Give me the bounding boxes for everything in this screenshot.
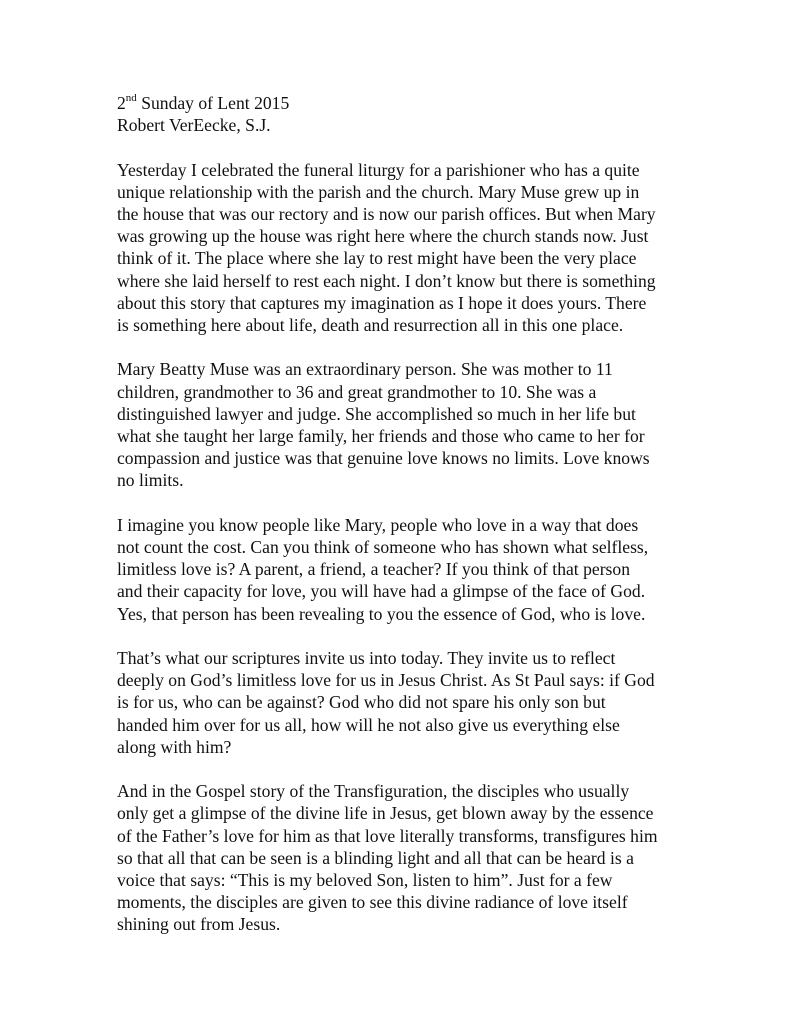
text-line: no limits. [117, 470, 184, 491]
text-line: Yesterday I celebrated the funeral liturgy for a parishioner who has a quite [117, 159, 640, 180]
document-header [117, 92, 737, 136]
paragraph [117, 780, 737, 935]
paragraph [117, 358, 737, 491]
text-line: along with him? [117, 736, 232, 757]
sermon-title [117, 92, 737, 114]
text-line: That’s what our scriptures invite us into today. They invite us to reflect [117, 648, 616, 669]
day-number: 2 [117, 93, 126, 113]
text-line: shining out from Jesus. [117, 914, 281, 935]
title-rest: Sunday of Lent 2015 [136, 93, 290, 113]
author-name: Robert VerEecke, S.J. [117, 115, 271, 136]
text-line: distinguished lawyer and judge. She accomplished so much in her life but [117, 403, 636, 424]
text-line: compassion and justice was that genuine love knows no limits. Love knows [117, 448, 650, 469]
day-suffix: nd [125, 92, 137, 105]
text-line: only get a glimpse of the divine life in Jesus, get blown away by the essence [117, 803, 654, 824]
paragraph [117, 159, 737, 337]
text-line: limitless love is? A parent, a friend, a teacher? If you think of that person [117, 559, 630, 580]
text-line: so that all that can be seen is a blinding light and all that can be heard is a [117, 847, 634, 868]
paragraph [117, 647, 737, 758]
text-line: children, grandmother to 36 and great grandmother to 10. She was a [117, 381, 597, 402]
text-line: the house that was our rectory and is now our parish offices. But when Mary [117, 204, 656, 224]
text-line: of the Father’s love for him as that love literally transforms, transfigures him [117, 825, 658, 846]
sermon-body [117, 159, 737, 936]
text-line: was growing up the house was right here where the church stands now. Just [117, 226, 649, 247]
document-page [117, 92, 737, 958]
text-line: I imagine you know people like Mary, people who love in a way that does [117, 514, 639, 535]
paragraph [117, 514, 737, 625]
text-line: Mary Beatty Muse was an extraordinary person. She was mother to 11 [117, 359, 613, 380]
text-line: is something here about life, death and resurrection all in this one place. [117, 315, 624, 336]
text-line: where she laid herself to rest each night. I don’t know but there is something [117, 270, 656, 291]
text-line: Yes, that person has been revealing to you the essence of God, who is love. [117, 603, 646, 624]
text-line: And in the Gospel story of the Transfiguration, the disciples who usually [117, 781, 630, 802]
text-line: and their capacity for love, you will have had a glimpse of the face of God. [117, 581, 646, 602]
text-line: what she taught her large family, her friends and those who came to her for [117, 426, 645, 447]
text-line: deeply on God’s limitless love for us in Jesus Christ. As St Paul says: if God [117, 670, 655, 691]
text-line: voice that says: “This is my beloved Son, listen to him”. Just for a few [117, 870, 613, 891]
text-line: is for us, who can be against? God who did not spare his only son but [117, 692, 606, 713]
text-line: about this story that captures my imagination as I hope it does yours. There [117, 292, 647, 313]
text-line: unique relationship with the parish and the church. Mary Muse grew up in [117, 181, 640, 202]
text-line: think of it. The place where she lay to rest might have been the very place [117, 248, 637, 269]
text-line: handed him over for us all, how will he not also give us everything else [117, 714, 620, 735]
text-line: moments, the disciples are given to see this divine radiance of love itself [117, 892, 628, 913]
text-line: not count the cost. Can you think of someone who has shown what selfless, [117, 537, 649, 558]
